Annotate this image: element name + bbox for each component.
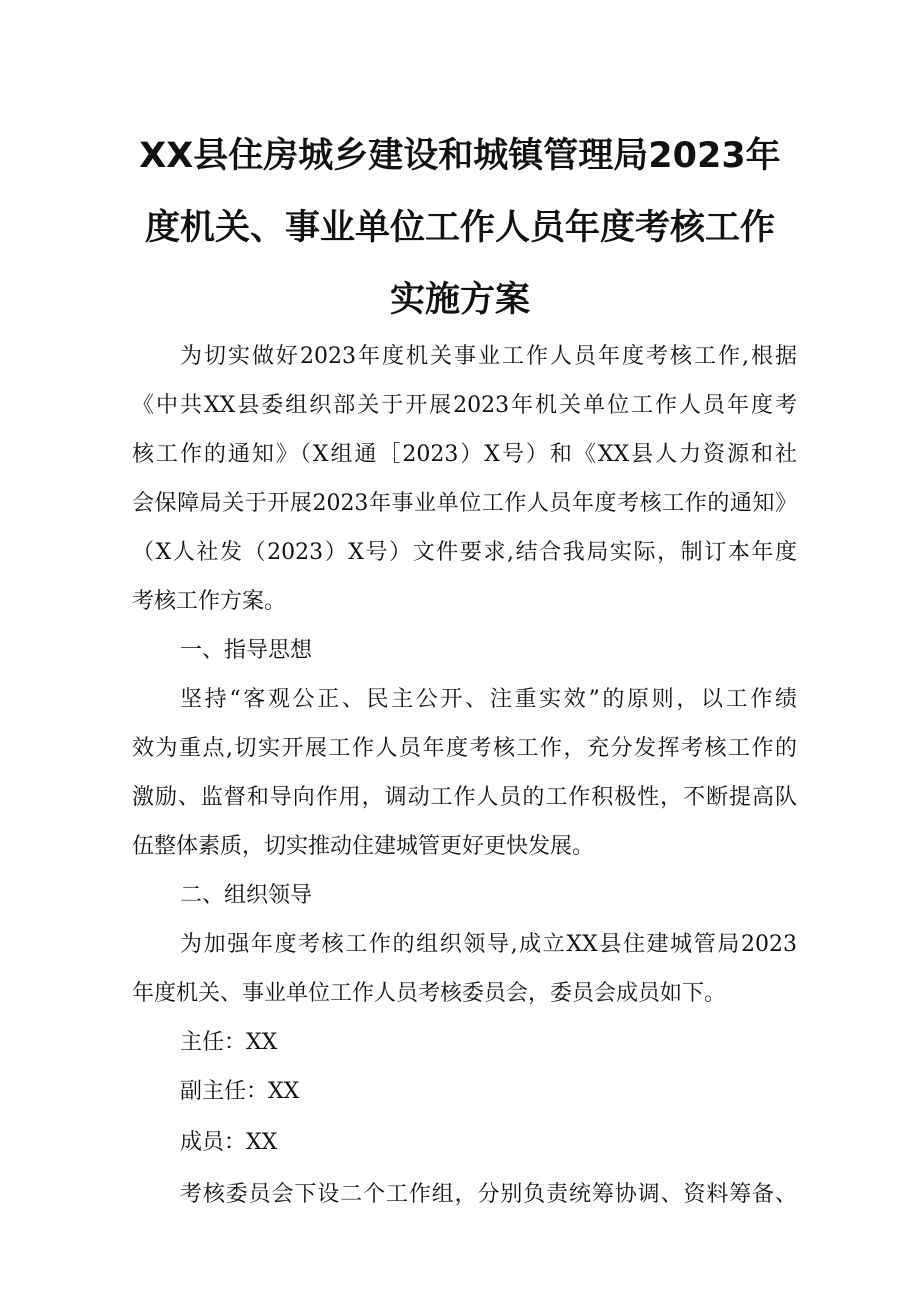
intro-paragraph-line-6: 考核工作方案。 [132, 589, 287, 614]
section-heading-guiding-thought: 一、指导思想 [180, 638, 313, 663]
section1-paragraph-line-3: 激励、监督和导向作用，调动工作人员的工作积极性，不断提高队 [132, 785, 797, 810]
working-groups-paragraph-line-1: 考核委员会下设二个工作组，分别负责统筹协调、资料筹备、 [180, 1182, 797, 1207]
intro-paragraph-line-5: （X人社发（2023）X号）文件要求,结合我局实际，制订本年度 [132, 540, 797, 565]
section-heading-organization: 二、组织领导 [180, 883, 313, 908]
committee-director: 主任：XX [180, 1030, 278, 1055]
section2-paragraph-line-1: 为加强年度考核工作的组织领导,成立XX县住建城管局2023 [180, 932, 797, 957]
document-title-line-2: 度机关、事业单位工作人员年度考核工作 [144, 208, 775, 248]
intro-paragraph-line-2: 《中共XX县委组织部关于开展2023年机关单位工作人员年度考 [132, 393, 797, 418]
section1-paragraph-line-1: 坚持“客观公正、民主公开、注重实效”的原则，以工作绩 [180, 687, 797, 712]
committee-members: 成员：XX [180, 1130, 278, 1155]
section1-paragraph-line-4: 伍整体素质，切实推动住建城管更好更快发展。 [132, 834, 595, 859]
document-title-line-1: XX县住房城乡建设和城镇管理局2023年 [139, 136, 781, 176]
intro-paragraph-line-3: 核工作的通知》（X组通［2023）X号）和《XX县人力资源和社 [132, 442, 797, 467]
document-title-line-3: 实施方案 [389, 280, 530, 320]
section1-paragraph-line-2: 效为重点,切实开展工作人员年度考核工作，充分发挥考核工作的 [132, 736, 797, 761]
section2-paragraph-line-2: 年度机关、事业单位工作人员考核委员会，委员会成员如下。 [132, 981, 727, 1006]
intro-paragraph-line-4: 会保障局关于开展2023年事业单位工作人员年度考核工作的通知》 [132, 491, 797, 516]
committee-deputy-director: 副主任：XX [180, 1079, 300, 1104]
intro-paragraph-line-1: 为切实做好2023年度机关事业工作人员年度考核工作,根据 [180, 344, 797, 369]
